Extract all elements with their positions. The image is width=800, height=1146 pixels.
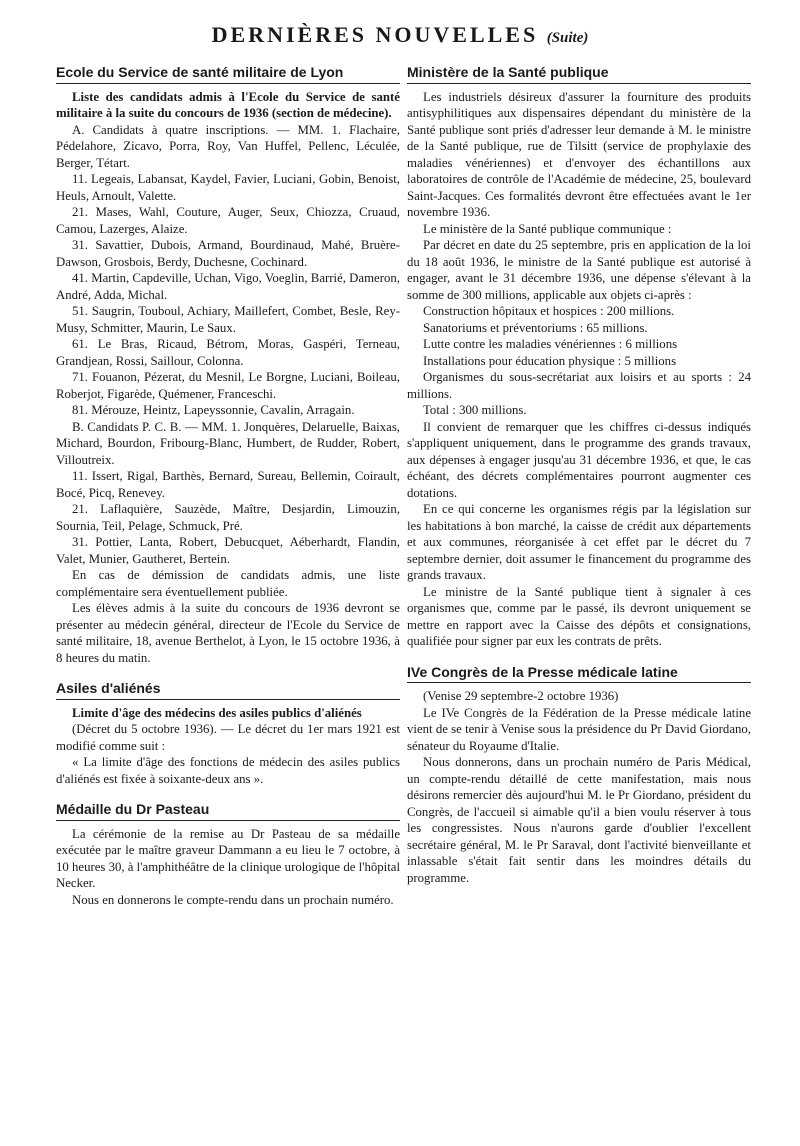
- paragraph: 31. Pottier, Lanta, Robert, Debucquet, Aéberhardt, Flandin, Valet, Munier, Gautheret, Bertein.: [56, 535, 400, 566]
- paragraph: Le ministre de la Santé publique tient à signaler à ces organismes que, comme par le passé, ils devront uniquement se mettre en rapport avec la Caisse des dépôts et consignations, qualifiée pour signer par eux les contrats de prêts.: [407, 584, 751, 648]
- section-heading: Ecole du Service de santé militaire de Lyon: [56, 64, 400, 84]
- paragraph: En ce qui concerne les organismes régis par la législation sur les habitations à bon marché, la caisse de crédit aux départements et aux communes, réorganisée à cet effet par le décret du 7 septembre dernier, doit assumer le financement du programme des grands travaux.: [407, 502, 751, 582]
- paragraph: B. Candidats P. C. B. — MM. 1. Jonquères, Delaruelle, Baixas, Michard, Bourdon, Fribourg-Blanc, Humbert, de Rudder, Robert, Villoutreix.: [56, 419, 400, 467]
- paragraph: La cérémonie de la remise au Dr Pasteau de sa médaille exécutée par le maître graveur Dammann a eu lieu le 7 octobre, à 10 heures 30, à l'amphithéâtre de la clinique urologique de l'hôpital Necker.: [56, 826, 400, 890]
- paragraph: 81. Mérouze, Heintz, Lapeyssonnie, Cavalin, Arragain.: [72, 403, 355, 417]
- paragraph: Installations pour éducation physique : 5 millions: [423, 353, 677, 368]
- header-suite: (Suite): [546, 30, 589, 46]
- paragraph: « La limite d'âge des fonctions de médecin des asiles publics d'aliénés est fixée à soixante-deux ans ».: [56, 755, 400, 786]
- paragraph: Le IVe Congrès de la Fédération de la Presse médicale latine vient de se tenir à Venise sous la présidence du Pr David Giordano, sénateur du Royaume d'Italie.: [407, 705, 751, 753]
- paragraph: 21. Laflaquière, Sauzède, Maître, Desjardin, Limouzin, Sournia, Teil, Pelage, Schmuck, Pré.: [56, 502, 400, 533]
- paragraph: En cas de démission de candidats admis, une liste complémentaire sera éventuellement publiée.: [56, 568, 400, 599]
- paragraph: 21. Mases, Wahl, Couture, Auger, Seux, Chiozza, Cruaud, Camou, Lazerges, Alaize.: [56, 205, 400, 236]
- paragraph: Par décret en date du 25 septembre, pris en application de la loi du 18 août 1936, le ministre de la Santé publique est autorisé à engager, avant le 31 décembre 1936, une dépense s'élevant à la somme de 300 millions, applicable aux objets ci-après :: [407, 238, 751, 302]
- spacer: [56, 666, 400, 680]
- paragraph: A. Candidats à quatre inscriptions. — MM. 1. Flachaire, Pédelahore, Zicavo, Porra, Roy, Van Huffel, Pellenc, Léculée, Berger, Tétart.: [56, 122, 400, 170]
- paragraph: Il convient de remarquer que les chiffres ci-dessus indiqués s'appliquent uniquement, dans le programme des grands travaux, aux dépenses à engager jusqu'au 31 décembre 1936, et que, le cas échéant, des décrets complémentaires pourront augmenter ces dotations.: [407, 419, 751, 500]
- spacer: [56, 787, 400, 801]
- paragraph: Nous donnerons, dans un prochain numéro de Paris Médical, un compte-rendu détaillé de cette manifestation, mais nous désirons remercier dès aujourd'hui M. le Pr Giordano, président du Congrès, de l'accueil si aimable qu'il a bien voulu réserver à tous les congressistes. Nous n'aurons garde d'oublier l'excellent secrétaire général, M. le Pr Saraval, dont l'activité bienveillante et inlassable s'était fait sentir dans les moindres détails du programme.: [407, 755, 751, 885]
- paragraph: Limite d'âge des médecins des asiles publics d'aliénés: [72, 705, 362, 720]
- paragraph: 11. Legeais, Labansat, Kaydel, Favier, Luciani, Gobin, Benoist, Heuls, Arnoult, Valette.: [56, 172, 400, 203]
- right-column: [407, 64, 751, 886]
- paragraph: 71. Fouanon, Pézerat, du Mesnil, Le Borgne, Luciani, Boileau, Roberjot, Figarède, Quémener, Franceschi.: [56, 370, 400, 401]
- section-heading: IVe Congrès de la Presse médicale latine: [407, 664, 751, 684]
- section-heading: Médaille du Dr Pasteau: [56, 801, 400, 821]
- left-column: [56, 64, 400, 908]
- paragraph: Liste des candidats admis à l'Ecole du Service de santé militaire à la suite du concours de 1936 (section de médecine).: [56, 89, 400, 120]
- header-title: DERNIÈRES NOUVELLES: [211, 22, 539, 47]
- paragraph: 41. Martin, Capdeville, Uchan, Vigo, Voeglin, Barrié, Dameron, André, Adda, Michal.: [56, 271, 400, 302]
- paragraph: (Venise 29 septembre-2 octobre 1936): [423, 689, 619, 703]
- section-heading: Ministère de la Santé publique: [407, 64, 751, 84]
- paragraph: Les industriels désireux d'assurer la fourniture des produits antisyphilitiques aux dispensaires dépendant du ministère de la Santé publique sont priés d'adresser leur demande à M. le ministre de la Santé publique, rue de Tilsitt (service de prophylaxie des maladies vénériennes) et d'envoyer des échantillons aux laboratoires de contrôle de l'Académie de médecine, 25, boulevard Saint-Jacques. Ces formalités devront être effectuées avant le 1er novembre 1936.: [407, 89, 751, 219]
- paragraph: Les élèves admis à la suite du concours de 1936 devront se présenter au médecin général, directeur de l'Ecole du Service de santé militaire, 18, avenue Berthelot, à Lyon, le 15 octobre 1936, à 8 heures du matin.: [56, 601, 400, 665]
- paragraph: Construction hôpitaux et hospices : 200 millions.: [423, 304, 675, 318]
- paragraph: (Décret du 5 octobre 1936). — Le décret du 1er mars 1921 est modifié comme suit :: [56, 722, 400, 753]
- section-heading: Asiles d'aliénés: [56, 680, 400, 700]
- paragraph: Lutte contre les maladies vénériennes : 6 millions: [423, 337, 678, 351]
- paragraph: 61. Le Bras, Ricaud, Bétrom, Moras, Gaspéri, Terneau, Grandjean, Rossi, Saillour, Colonna.: [56, 337, 400, 368]
- paragraph: Sanatoriums et préventoriums : 65 millions.: [423, 320, 648, 335]
- paragraph: Organismes du sous-secrétariat aux loisirs et au sports : 24 millions.: [407, 370, 751, 401]
- spacer: [407, 650, 751, 664]
- paragraph: Total : 300 millions.: [423, 403, 527, 417]
- page-header: [0, 22, 800, 48]
- paragraph: 31. Savattier, Dubois, Armand, Bourdinaud, Mahé, Bruère-Dawson, Grosbois, Berdy, Duchesne, Cochinard.: [56, 238, 400, 269]
- paragraph: Nous en donnerons le compte-rendu dans un prochain numéro.: [72, 892, 394, 907]
- paragraph: 11. Issert, Rigal, Barthès, Bernard, Sureau, Bellemin, Coirault, Bocé, Picq, Renevey.: [56, 469, 400, 500]
- paragraph: 51. Saugrin, Touboul, Achiary, Maillefert, Combet, Besle, Rey-Musy, Schmitter, Maurin, Le Saux.: [56, 304, 400, 335]
- paragraph: Le ministère de la Santé publique communique :: [423, 221, 672, 236]
